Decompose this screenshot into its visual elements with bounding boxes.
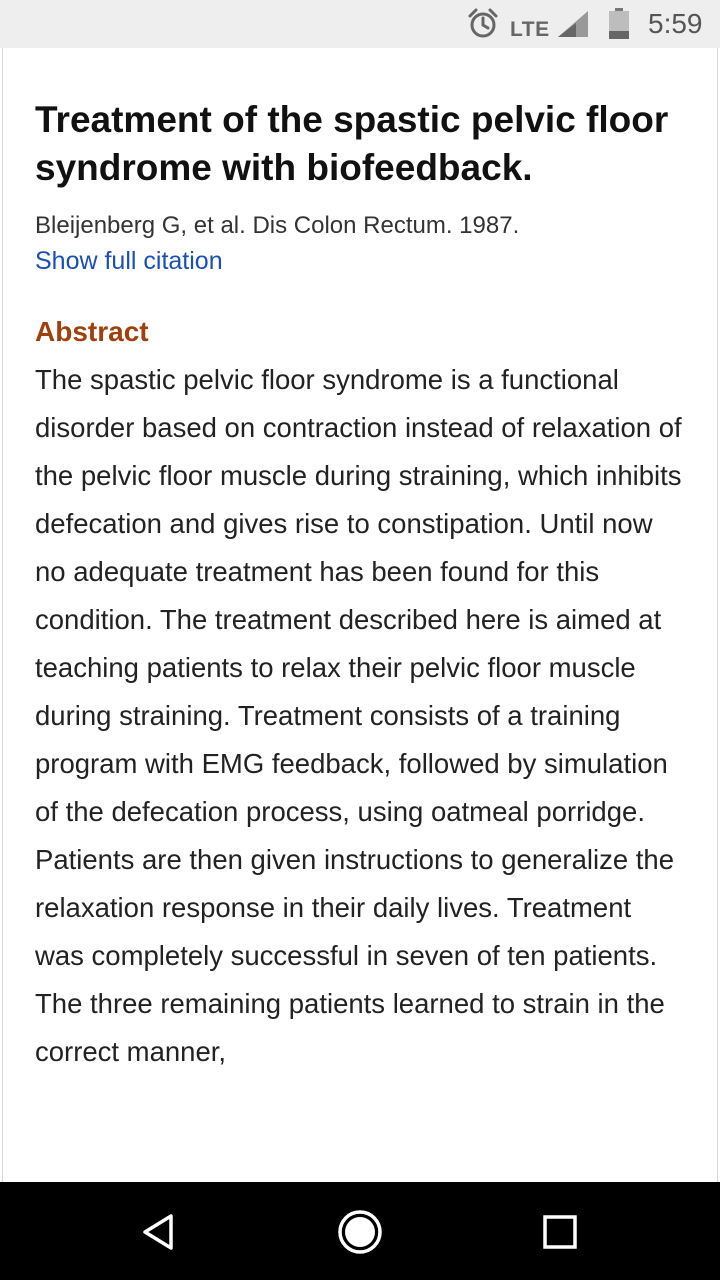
show-full-citation-link[interactable]: Show full citation — [35, 247, 223, 275]
network-type: LTE — [510, 18, 550, 41]
battery-icon — [608, 0, 632, 48]
article-body — [35, 48, 687, 1076]
signal-icon — [556, 0, 590, 48]
status-bar — [0, 0, 720, 48]
article-title: Treatment of the spastic pelvic floor syndrome with biofeedback. — [35, 99, 669, 188]
abstract-text: The spastic pelvic floor syndrome is a functional disorder based on contraction instead of relaxation of the pelvic floor muscle during straining, which inhibits defecation and gives rise to constipation. Until now no adequate treatment has been found for this condition. The treatment described here is aimed at teaching patients to relax their pelvic floor muscle during straining. Treatment consists of a training program with EMG feedback, followed by simulation of the defecation process, using oatmeal porridge. Patients are then given instructions to generalize the relaxation response in their daily lives. Treatment was completely successful in seven of ten patients. The three remaining patients learned to strain in the correct manner, — [35, 364, 682, 1067]
alarm-icon — [466, 0, 500, 48]
home-icon[interactable] — [334, 1206, 386, 1258]
abstract-heading: Abstract — [35, 316, 149, 347]
status-time: 5:59 — [648, 8, 703, 39]
navigation-bar — [0, 1182, 720, 1280]
article-citation: Bleijenberg G, et al. Dis Colon Rectum. 1987. — [35, 212, 520, 239]
recent-apps-icon[interactable] — [534, 1206, 586, 1258]
article-view[interactable] — [2, 48, 718, 1182]
back-icon[interactable] — [134, 1206, 186, 1258]
